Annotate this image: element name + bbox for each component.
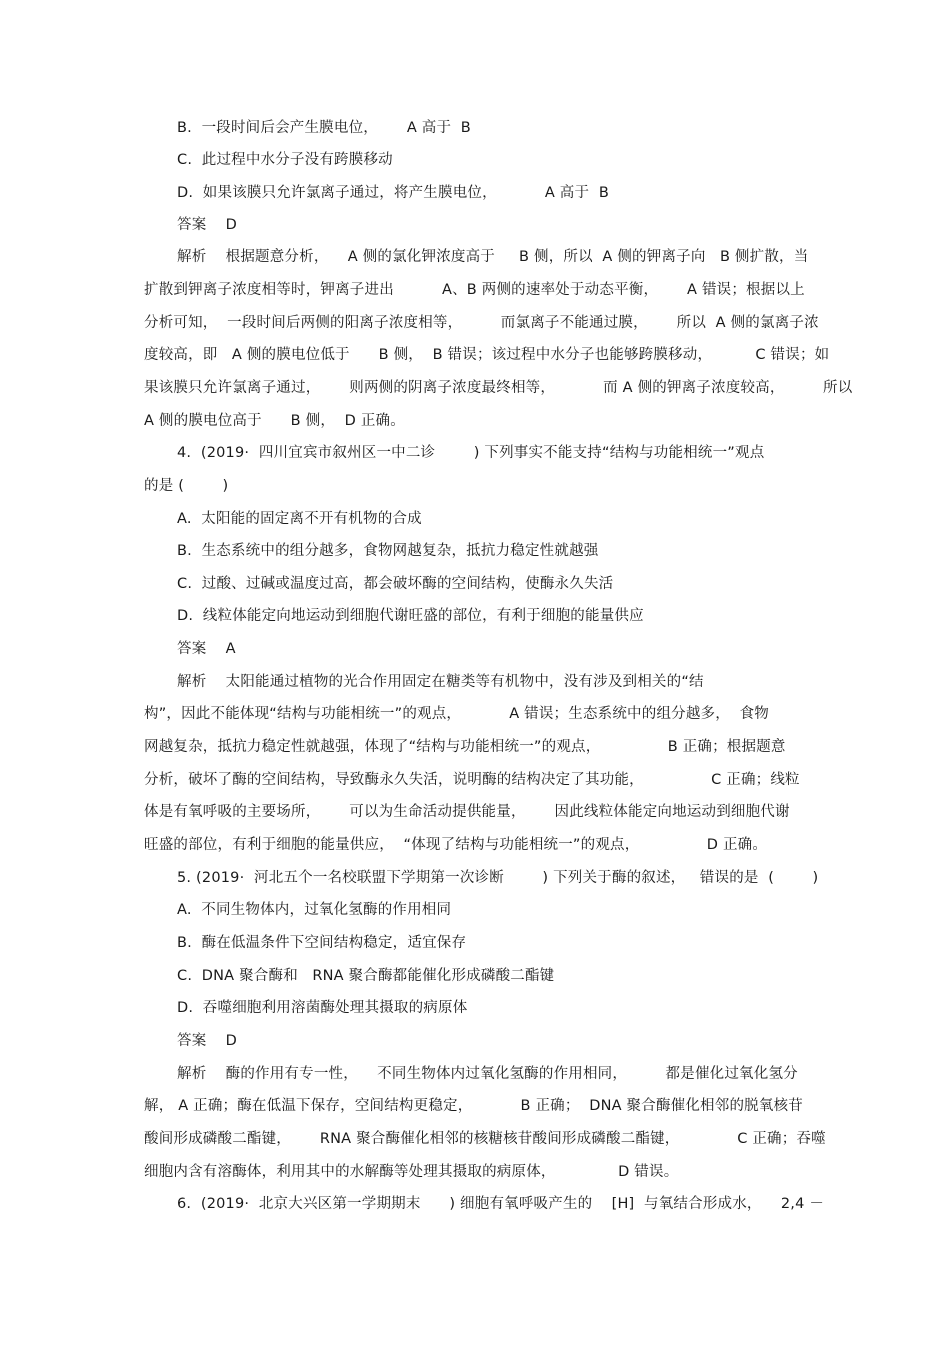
- analysis-line: 构”，因此不能体现“结构与功能相统一”的观点， A 错误；生态系统中的组分越多， 食物: [144, 706, 769, 722]
- option-b-text: B. 酶在低温条件下空间结构稳定，适宜保存: [177, 935, 467, 951]
- option-c-text: C. 过酸、过碱或温度过高，都会破坏酶的空间结构，使酶永久失活: [177, 576, 614, 592]
- option-c-text: C. DNA 聚合酶和 RNA 聚合酶都能催化形成磷酸二酯键: [177, 968, 555, 984]
- option-b-text: B. 一段时间后会产生膜电位， A 高于 B: [177, 120, 471, 136]
- option-b-text: B. 生态系统中的组分越多，食物网越复杂，抵抗力稳定性就越强: [177, 543, 599, 559]
- analysis-line: 分析可知， 一段时间后两侧的阳离子浓度相等， 而氯离子不能通过膜， 所以 A 侧的氯离子浓: [144, 315, 819, 331]
- analysis-line: 扩散到钾离子浓度相等时，钾离子进出 A、B 两侧的速率处于动态平衡， A 错误；根据以上: [144, 282, 805, 298]
- analysis-line: 网越复杂，抵抗力稳定性就越强，体现了“结构与功能相统一”的观点， B 正确；根据题意: [144, 739, 786, 755]
- analysis-line: 解析 太阳能通过植物的光合作用固定在糖类等有机物中，没有涉及到相关的“结: [177, 674, 704, 690]
- option-a-text: A. 不同生物体内，过氧化氢酶的作用相同: [177, 902, 452, 918]
- answer-line: 答案 D: [177, 217, 238, 233]
- question-5-stem: 5. (2019· 河北五个一名校联盟下学期第一次诊断 ) 下列关于酶的叙述， 错误的是 ( ): [177, 870, 819, 886]
- analysis-line: 旺盛的部位，有利于细胞的能量供应， “体现了结构与功能相统一”的观点， D 正确。: [144, 837, 768, 853]
- question-6-stem: 6. (2019· 北京大兴区第一学期期末 ) 细胞有氧呼吸产生的 [H] 与氧结合形成水， 2,4 －: [177, 1196, 825, 1212]
- option-d-text: D. 吞噬细胞利用溶菌酶处理其摄取的病原体: [177, 1000, 468, 1016]
- analysis-line: 度较高，即 A 侧的膜电位低于 B 侧， B 错误；该过程中水分子也能够跨膜移动， C 错误；如: [144, 347, 830, 363]
- analysis-line: 分析，破坏了酶的空间结构，导致酶永久失活，说明酶的结构决定了其功能， C 正确；线粒: [144, 772, 800, 788]
- analysis-line: 解析 酶的作用有专一性， 不同生物体内过氧化氢酶的作用相同， 都是催化过氧化氢分: [177, 1066, 798, 1082]
- question-4-stem: 4. (2019· 四川宜宾市叙州区一中二诊 ) 下列事实不能支持“结构与功能相统一”观点: [177, 445, 765, 461]
- option-a-text: A. 太阳能的固定离不开有机物的合成: [177, 511, 422, 527]
- question-4-stem: 的是 ( ): [144, 478, 229, 494]
- option-c-text: C. 此过程中水分子没有跨膜移动: [177, 152, 393, 168]
- answer-line: 答案 A: [177, 641, 236, 657]
- analysis-line: 细胞内含有溶酶体，利用其中的水解酶等处理其摄取的病原体， D 错误。: [144, 1164, 679, 1180]
- analysis-line: 果该膜只允许氯离子通过， 则两侧的阴离子浓度最终相等， 而 A 侧的钾离子浓度较高， 所以: [144, 380, 853, 396]
- analysis-line: 解析 根据题意分析， A 侧的氯化钾浓度高于 B 侧，所以 A 侧的钾离子向 B 侧扩散，当: [177, 249, 809, 265]
- analysis-line: 酸间形成磷酸二酯键， RNA 聚合酶催化相邻的核糖核苷酸间形成磷酸二酯键， C 正确；吞噬: [144, 1131, 826, 1147]
- analysis-line: 体是有氧呼吸的主要场所， 可以为生命活动提供能量， 因此线粒体能定向地运动到细胞代谢: [144, 804, 790, 820]
- analysis-line: A 侧的膜电位高于 B 侧， D 正确。: [144, 413, 405, 429]
- answer-line: 答案 D: [177, 1033, 238, 1049]
- option-d-text: D. 线粒体能定向地运动到细胞代谢旺盛的部位，有利于细胞的能量供应: [177, 608, 644, 624]
- analysis-line: 解， A 正确；酶在低温下保存，空间结构更稳定， B 正确； DNA 聚合酶催化相邻的脱氧核苷: [144, 1098, 803, 1114]
- option-d-text: D. 如果该膜只允许氯离子通过，将产生膜电位， A 高于 B: [177, 185, 609, 201]
